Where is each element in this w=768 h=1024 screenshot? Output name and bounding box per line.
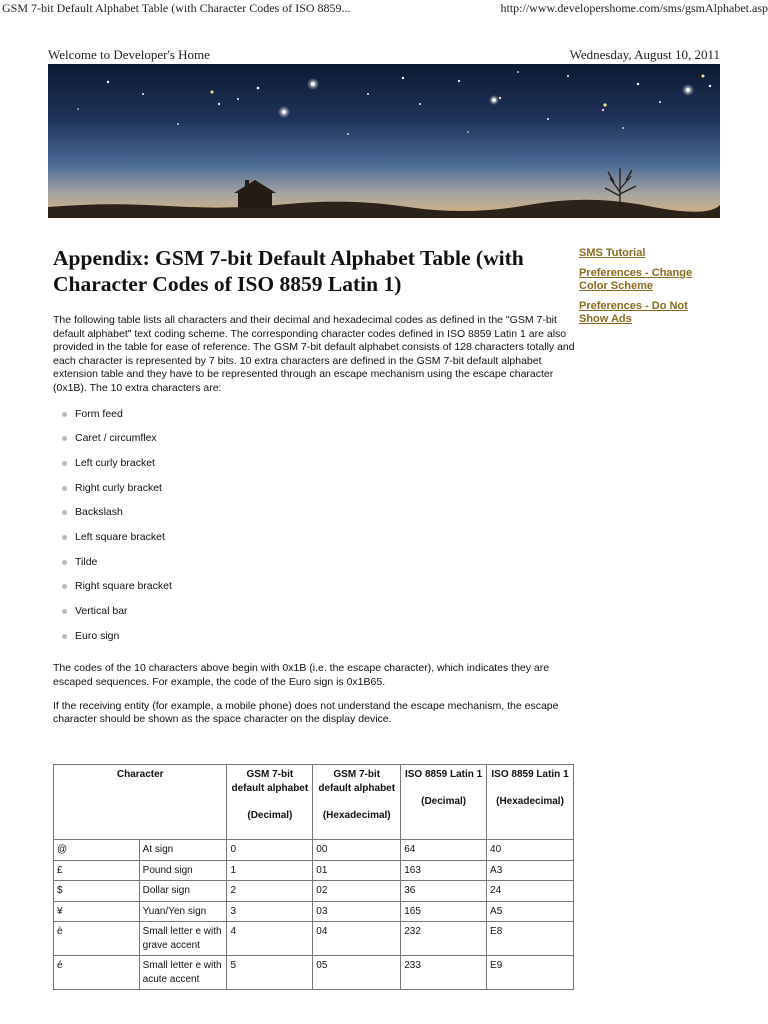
- sidebar-links: [579, 247, 709, 333]
- escape-codes-paragraph: The codes of the 10 characters above begin with 0x1B (i.e. the escape character), which indicates they are escaped sequences. For example, the code of the Euro sign is 0x1B65.: [53, 662, 550, 689]
- cell-gsm-decimal: 5: [227, 956, 313, 990]
- cell-iso-decimal: 232: [401, 922, 487, 956]
- cell-symbol: @: [54, 840, 140, 861]
- print-header: [0, 0, 768, 18]
- list-item: Form feed: [75, 408, 575, 433]
- cell-iso-hexadecimal: E8: [487, 922, 574, 956]
- list-item: Right curly bracket: [75, 482, 575, 507]
- list-item: Tilde: [75, 556, 575, 581]
- bullet-icon: [62, 535, 67, 540]
- header-gsm-decimal: GSM 7-bit default alphabet (Decimal): [227, 765, 313, 840]
- cell-gsm-hexadecimal: 00: [313, 840, 401, 861]
- do-not-show-ads-link[interactable]: Preferences - Do Not Show Ads: [579, 299, 688, 325]
- header-iso-hexadecimal: ISO 8859 Latin 1 (Hexadecimal): [487, 765, 574, 840]
- table-header-row: [54, 765, 574, 840]
- cell-gsm-hexadecimal: 02: [313, 881, 401, 902]
- cell-name: Pound sign: [139, 860, 227, 881]
- cell-symbol: £: [54, 860, 140, 881]
- cell-gsm-decimal: 2: [227, 881, 313, 902]
- extra-characters-list: [53, 408, 575, 655]
- cell-iso-hexadecimal: A3: [487, 860, 574, 881]
- cell-iso-decimal: 165: [401, 901, 487, 922]
- cell-name: At sign: [139, 840, 227, 861]
- table-row: [54, 881, 574, 902]
- header-character: Character: [54, 765, 227, 840]
- list-item: Vertical bar: [75, 605, 575, 630]
- table-row: [54, 922, 574, 956]
- cell-iso-decimal: 233: [401, 956, 487, 990]
- cell-iso-hexadecimal: E9: [487, 956, 574, 990]
- bullet-icon: [62, 609, 67, 614]
- cell-gsm-hexadecimal: 03: [313, 901, 401, 922]
- table-row: [54, 956, 574, 990]
- bullet-icon: [62, 584, 67, 589]
- list-item: Left curly bracket: [75, 457, 575, 482]
- cell-gsm-hexadecimal: 01: [313, 860, 401, 881]
- night-sky-banner: [48, 64, 720, 218]
- list-item: Left square bracket: [75, 531, 575, 556]
- cell-symbol: è: [54, 922, 140, 956]
- bullet-icon: [62, 510, 67, 515]
- sms-tutorial-link[interactable]: SMS Tutorial: [579, 247, 646, 259]
- cell-iso-hexadecimal: 40: [487, 840, 574, 861]
- page-title: Appendix: GSM 7-bit Default Alphabet Table (with Character Codes of ISO 8859 Latin 1): [53, 246, 524, 296]
- cell-iso-hexadecimal: 24: [487, 881, 574, 902]
- list-item: Backslash: [75, 506, 575, 531]
- table-row: [54, 840, 574, 861]
- cell-symbol: $: [54, 881, 140, 902]
- cell-name: Small letter e with acute accent: [139, 956, 227, 990]
- print-header-title: GSM 7-bit Default Alphabet Table (with Character Codes of ISO 8859...: [2, 1, 351, 15]
- cell-name: Small letter e with grave accent: [139, 922, 227, 956]
- receiving-entity-paragraph: If the receiving entity (for example, a mobile phone) does not understand the escape mechanism, the escape character should be shown as the space character on the display device.: [53, 699, 559, 726]
- top-bar: [48, 47, 720, 63]
- cell-iso-decimal: 64: [401, 840, 487, 861]
- print-header-url: http://www.developershome.com/sms/gsmAlphabet.asp: [500, 1, 768, 15]
- cell-name: Yuan/Yen sign: [139, 901, 227, 922]
- article-content: [53, 314, 575, 737]
- list-item: Caret / circumflex: [75, 432, 575, 457]
- date-text: Wednesday, August 10, 2011: [569, 47, 720, 62]
- cell-gsm-decimal: 1: [227, 860, 313, 881]
- cell-gsm-decimal: 0: [227, 840, 313, 861]
- cell-gsm-hexadecimal: 04: [313, 922, 401, 956]
- change-color-scheme-link[interactable]: Preferences - Change Color Scheme: [579, 266, 693, 292]
- table-row: [54, 901, 574, 922]
- list-item: Right square bracket: [75, 580, 575, 605]
- intro-paragraph: The following table lists all characters and their decimal and hexadecimal codes as defined in the "GSM 7-bit default alphabet" text coding scheme. The corresponding character codes defined in ISO 8859 Latin 1 are also provided in the table for ease of reference. The GSM 7-bit default alphabet consists of 128 characters totally and each character is represented by 7 bits. 10 extra characters are defined in the GSM 7-bit default alphabet extension table and they have to be represented through an escape mechanism using the escape character (0x1B). The 10 extra characters are:: [53, 314, 575, 394]
- cell-iso-decimal: 36: [401, 881, 487, 902]
- cell-gsm-hexadecimal: 05: [313, 956, 401, 990]
- cell-iso-decimal: 163: [401, 860, 487, 881]
- bullet-icon: [62, 412, 67, 417]
- bullet-icon: [62, 634, 67, 639]
- table-row: [54, 860, 574, 881]
- list-item: Euro sign: [75, 630, 575, 655]
- gsm-alphabet-table: [53, 764, 574, 990]
- cell-gsm-decimal: 3: [227, 901, 313, 922]
- bullet-icon: [62, 436, 67, 441]
- bullet-icon: [62, 560, 67, 565]
- cell-iso-hexadecimal: A5: [487, 901, 574, 922]
- bullet-icon: [62, 486, 67, 491]
- bullet-icon: [62, 461, 67, 466]
- header-iso-decimal: ISO 8859 Latin 1 (Decimal): [401, 765, 487, 840]
- header-gsm-hexadecimal: GSM 7-bit default alphabet (Hexadecimal): [313, 765, 401, 840]
- welcome-text: Welcome to Developer's Home: [48, 47, 210, 62]
- cell-symbol: é: [54, 956, 140, 990]
- cell-name: Dollar sign: [139, 881, 227, 902]
- cell-symbol: ¥: [54, 901, 140, 922]
- cell-gsm-decimal: 4: [227, 922, 313, 956]
